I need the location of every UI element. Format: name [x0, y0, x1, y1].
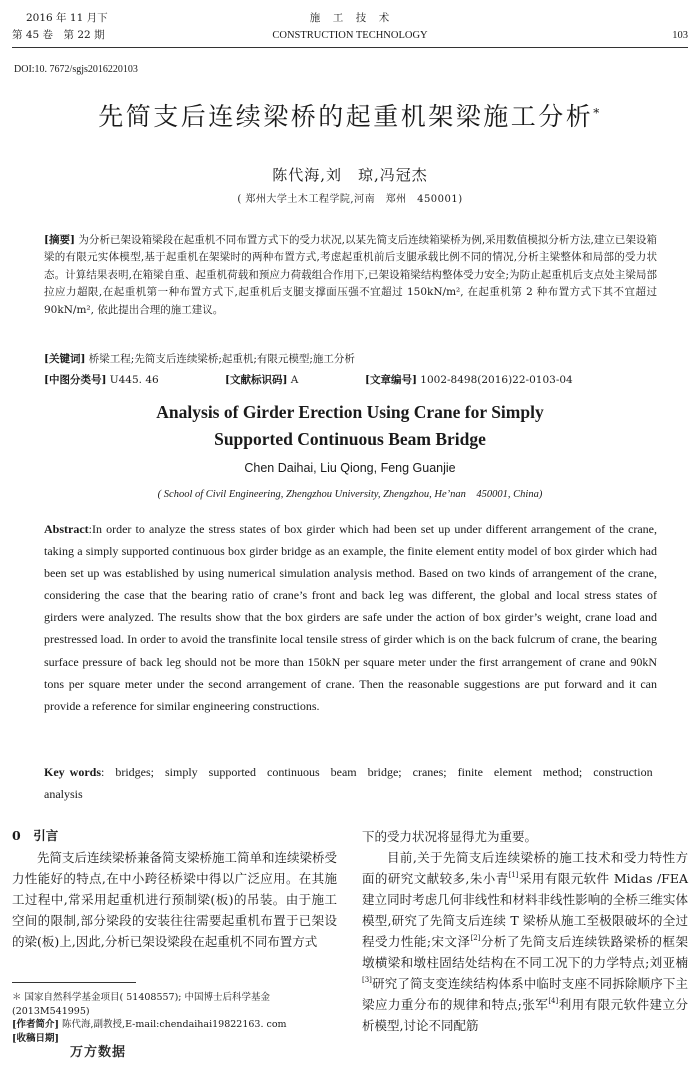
footnote-author-text: 陈代海,副教授,E-mail:chendaihai19822163. com [62, 1019, 287, 1031]
intro-continuation: 下的受力状况将显得尤为重要。 [362, 829, 538, 844]
authors-cn: 陈代海,刘 琼,冯冠杰 [272, 166, 428, 184]
footnote [12, 991, 342, 1045]
clc-value: U445. 46 [109, 374, 159, 386]
keywords-cn [44, 351, 657, 367]
authors-en: Chen Daihai, Liu Qiong, Feng Guanjie [244, 461, 456, 475]
watermark: 万方数据 [70, 1045, 127, 1060]
keywords-en-label: Key words [44, 765, 101, 779]
footnote-rule [12, 982, 136, 983]
article-number [365, 372, 573, 388]
header-journal-cn: 施 工 技 术 [309, 12, 391, 24]
para2-part-a: 目前,关于先简支后连续梁桥的施工技术和受力特性方面的研究文献较多,朱小青 [362, 850, 688, 886]
affiliation-cn: ( 郑州大学土木工程学院,河南 郑州 450001) [237, 194, 463, 205]
keywords-en-text: : bridges; simply supported continuous beam bridge; cranes; finite element method; construction analysis [44, 765, 653, 801]
citation-3[interactable]: [3] [362, 976, 372, 984]
header-journal-en: CONSTRUCTION TECHNOLOGY [272, 30, 428, 41]
title-footnote-mark: * [593, 106, 602, 120]
title-en-line1: Analysis of Girder Erection Using Crane for Simply [156, 402, 544, 422]
section-heading: 0 引言 [12, 828, 59, 843]
title-en [0, 399, 700, 453]
footnote-fund: ＊ 国家自然科学基金项目( 51408557); 中国博士后科学基金(2013M541995) [12, 992, 271, 1017]
abstract-cn [44, 232, 657, 319]
footnote-received-label: [收稿日期] [12, 1032, 59, 1044]
header-date: 2016 年 11 月下 [26, 12, 108, 24]
abstract-cn-label: [摘要] [44, 234, 76, 246]
citation-4[interactable]: [4] [548, 997, 559, 1005]
header-rule [12, 47, 688, 48]
para2-part-e: 利用有限元软件建立分析模型,讨论不同配筋 [362, 997, 688, 1033]
article-label: [文章编号] [365, 374, 417, 386]
para2-part-d: 研究了简支变连续结构体系中临时支座不同拆除顺序下主梁应力重分布的规律和特点;张军 [362, 976, 688, 1012]
footnote-author-label: [作者简介] [12, 1019, 59, 1031]
keywords-cn-text: 桥梁工程;先简支后连续梁桥;起重机;有限元模型;施工分析 [88, 353, 355, 365]
article-value: 1002-8498(2016)22-0103-04 [420, 374, 573, 386]
header-volume-issue: 第 45 卷 第 22 期 [12, 29, 105, 41]
title-en-line2: Supported Continuous Beam Bridge [214, 429, 486, 449]
body-right-column [362, 826, 688, 1036]
clc-code [44, 372, 159, 388]
doc-value: A [290, 374, 299, 386]
abstract-cn-text: 为分析已架设箱梁段在起重机不同布置方式下的受力状况,以某先简支后连续箱梁桥为例,采用数值模拟分析方法,建立已架设箱梁的有限元实体模型,基于起重机在架梁时的两种布置方式,考虑起重机前后支腿承载比例不同的情况,分析主梁整体和局部的受力状态。计算结果表明,在箱梁自重、起重机荷载和预应力荷载组合作用下,已架设箱梁结构整体受力安全;为防止起重机后支点处主梁局部拉应力超限,在起重机第一种布置方式下,起重机后支腿支撑面压强不宜超过 150kN/m², 在起重机第 2 种布置方式下其不宜超过 90kN/m², 依此提出合理的施工建议。 [44, 234, 658, 316]
keywords-en [44, 761, 657, 805]
body-left-column [12, 826, 337, 952]
doi: DOI:10. 7672/sgjs2016220103 [14, 64, 138, 75]
footnote-author [12, 1018, 342, 1032]
title-cn [0, 100, 700, 134]
keywords-cn-label: [关键词] [44, 353, 86, 365]
affiliation-en: ( School of Civil Engineering, Zhengzhou University, Zhengzhou, He’nan 450001, China) [157, 489, 543, 500]
abstract-en-label: Abstract [44, 522, 89, 536]
citation-2[interactable]: [2] [470, 934, 481, 942]
citation-1[interactable]: [1] [508, 871, 519, 879]
intro-paragraph-2 [362, 847, 688, 1036]
document-code [225, 372, 298, 388]
abstract-en-text: :In order to analyze the stress states of box girder which had been set up under different arrangement of the crane, taking a simply supported continuous box girder bridge as an example, the finite element entity model of box girder which had been set up was established by using numerical simulation analysis method. Based on two kinds of arrangement of the crane, considering the case that the bearing ratio of crane’s front and back leg was different, the global and local stress states of girders were analyzed. The results show that the box girders are safe under the action of box girder’s weight, crane load and prestressed load. In order to avoid the transfinite local tensile stress of girder which is on the back fulcrum of crane, the bearing surface pressure of back leg should not be more than 150kN per square meter under the first arrangement of crane and 90kN tons per square meter under the second arrangement of crane. Then the reasonable suggestions are put forward and it can provide a reference for similar engineering constructions. [44, 522, 657, 713]
doc-label: [文献标识码] [225, 374, 288, 386]
para2-part-c: 分析了先简支后连续铁路梁桥的框架墩横梁和墩柱固结处结构在不同工况下的力学特点;刘亚楠 [362, 934, 688, 970]
title-cn-text: 先简支后连续梁桥的起重机架梁施工分析 [98, 102, 594, 131]
clc-label: [中图分类号] [44, 374, 107, 386]
abstract-en [44, 518, 657, 717]
intro-paragraph-1: 先简支后连续梁桥兼备简支梁桥施工简单和连续梁桥受力性能好的特点,在中小跨径桥梁中得以广泛应用。在其施工过程中,常采用起重机进行预制梁(板)的吊装。由于施工空间的限制,部分梁段的安装往往需要起重机布置于已架设的梁(板)上,因此,分析已架设梁段在起重机不同布置方式 [12, 850, 338, 949]
page-number: 103 [672, 30, 688, 41]
footnote-received [12, 1032, 342, 1046]
para2-part-b: 采用有限元软件 Midas /FEA 建立同时考虑几何非线性和材料非线性影响的全桥三维实体模型,研究了先简支后连续 T 梁桥从施工至极限破坏的全过程受力性能;宋文泽 [362, 871, 688, 949]
